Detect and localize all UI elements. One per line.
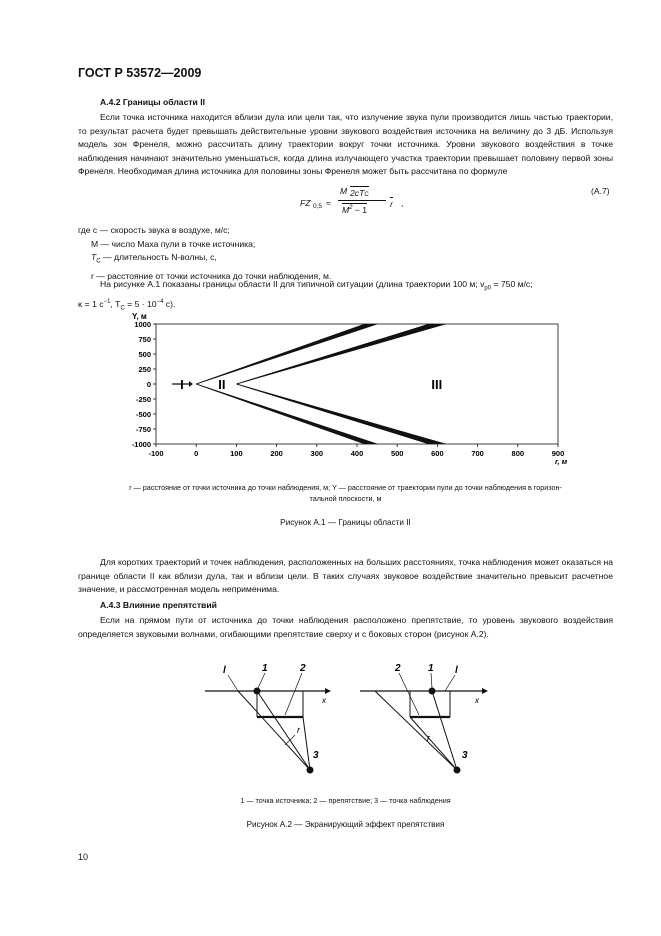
formula-num-rad: 2cTC [350,188,369,198]
y-tick-label: 500 [138,350,151,359]
label-r-right: r [427,733,430,743]
x-tick-label: -100 [148,449,164,458]
y-tick-label: -250 [135,395,151,404]
x-tick-label: 0 [194,449,199,458]
y-tick-label: 750 [138,335,151,344]
figure-a2-legend: 1 — точка источника; 2 — препятствие; 3 — точка наблюдения [240,796,451,805]
figure-a2-left [205,663,331,774]
arrow-head [189,381,193,387]
label-l-right: l [455,665,458,676]
section-a42-heading: А.4.2 Границы области II [100,97,206,107]
formula-sqrt-r: r [390,199,393,209]
x-axis-label: r, м [555,457,568,466]
formula-den: $M^2 - 1$ [342,205,368,215]
where-item-r: r — расстояние от точки источника до точки наблюдения, м. [91,270,332,281]
label-2-right: 2 [395,663,401,674]
figure-a1-legend-line1: r — расстояние от точки источника до точки наблюдения, м; Y — расстояние от траектории пули до точки наблюдения в горизон- [129,483,562,492]
label-3-right: 3 [462,750,468,761]
section-a42-text: Если точка источника находится вблизи дула или цели так, что излучение звука пули производится лишь частью траектории, то результат расчета будет превышать действительные уровни звукового воздействия источника на величину до 3 дБ. Используя модель зон Френеля, можно рассчитать длину траектории вокруг точки источника. Уровни звукового воздействия в точке наблюдения начинают значительно уменьшаться, когда длина излучающего участка траектории превышает половину первой зоны Френеля. Необходимая длина источника для половины зоны Френеля может быть рассчитана по формуле [78,112,613,177]
region-label-i: I [180,377,184,392]
figure-ref-line1: На рисунке А.1 показаны границы области II для типичной ситуации (длина траектории 100 м; $v_{p0} = 750$ м/с; [100,279,533,292]
formula-lhs: FZ [300,198,311,208]
x-tick-label: 300 [310,449,324,458]
formula-lhs-sub: 0,5 [313,203,323,210]
y-tick-label: -500 [135,410,151,419]
after-figure-paragraph [78,556,613,597]
where-item-tc: $T_C$ — длительность N-волны, с, [91,252,217,265]
leader-1-left [258,673,265,688]
section-a42-paragraph [78,111,613,179]
observer-point-left [307,767,314,774]
leader-2-right [399,673,419,715]
y-tick-label: 0 [146,380,151,389]
x-tick-label: 400 [350,449,364,458]
figure-ref-line2: κ = 1 $с^{-1}$, $T_C = 5 \cdot 10^{-4}$ с). [78,299,176,312]
formula-a7 [300,186,440,222]
figure-a1-caption: Рисунок А.1 — Границы области II [280,518,411,527]
y-tick-label: 250 [138,365,151,374]
figure-a1-legend-line2: тальной плоскости, м [309,494,382,503]
where-item-m: M — число Маха пули в точке источника; [91,238,256,249]
x-tick-label: 100 [230,449,243,458]
figure-a1-legend [78,482,613,504]
formula-approx: ≈ [326,198,331,208]
chart-figure-a1 [100,306,570,478]
ray-2-right [410,717,457,770]
where-block [78,224,613,283]
figure-a2-caption: Рисунок А.2 — Экранирующий эффект препятствия [246,820,445,829]
label-1-right: 1 [428,663,434,674]
label-3-left: 3 [313,750,319,761]
label-x-right: x [475,696,479,705]
label-1-left: 1 [262,663,268,674]
y-tick-label: 1000 [134,320,151,329]
equation-number: (А.7) [591,186,610,196]
x-tick-label: 800 [511,449,525,458]
label-l-left: l [223,665,226,676]
x-tick-label: 200 [270,449,283,458]
plot-frame [156,324,558,444]
label-x-left: x [322,696,326,705]
after-figure-text: Для коротких траекторий и точек наблюдения, расположенных на больших расстояниях, точка наблюдения может оказаться на границе области II как вблизи дула, так и вблизи цели. В таких случаях звуковое воздействие значительно превысит расчетное значение, и рассмотренная модель неприменима. [78,557,613,595]
x-tick-label: 500 [390,449,404,458]
x-tick-label: 700 [471,449,484,458]
observer-point-right [454,767,461,774]
leader-l-right [445,675,455,691]
where-intro: где c — скорость звука в воздухе, м/с; [78,225,230,235]
x-tick-label: 600 [431,449,444,458]
formula-tail: , [401,198,404,208]
leader-l-left [228,675,238,691]
series-line-boundary-outer-2 [236,324,429,384]
formula-num-m: M [340,186,348,196]
series-line-boundary-inner [196,324,377,384]
leader-1-right [431,673,432,688]
section-a43-heading: А.4.3 Влияние препятствий [100,600,217,610]
figure-a2-right [360,663,488,774]
section-a43-paragraph [78,614,613,641]
page-number: 10 [78,852,89,862]
section-a43-text: Если на прямом пути от источника до точки наблюдения расположено препятствие, то уровень звукового воздействия определяется звуковыми волнами, огибающими препятствие сверху и с боковых сторон (рисунок А.2). [78,615,613,639]
ray-3-left [303,717,310,770]
series-line-boundary-inner [196,384,377,444]
document-header: ГОСТ Р 53572—2009 [78,66,202,80]
arrow-x-left [325,688,331,694]
source-point-left [254,688,261,695]
region-label-iii: III [431,377,443,392]
region-label-ii: II [218,377,226,392]
ray-2-left [257,691,310,770]
label-2-left: 2 [300,663,306,674]
y-axis-label: Y, м [132,312,147,321]
label-r-left: r [297,725,300,735]
leader-2-left [285,673,302,715]
figure-a2-diagram [205,655,495,785]
x-tick-label: 900 [551,449,565,458]
fraction-bar [338,200,386,201]
source-point-right [429,688,436,695]
leader-r-left [285,735,295,745]
y-tick-label: -750 [135,425,151,434]
y-tick-label: -1000 [131,440,151,449]
series-line-boundary-outer-2 [236,384,429,444]
arrow-x-right [482,688,488,694]
